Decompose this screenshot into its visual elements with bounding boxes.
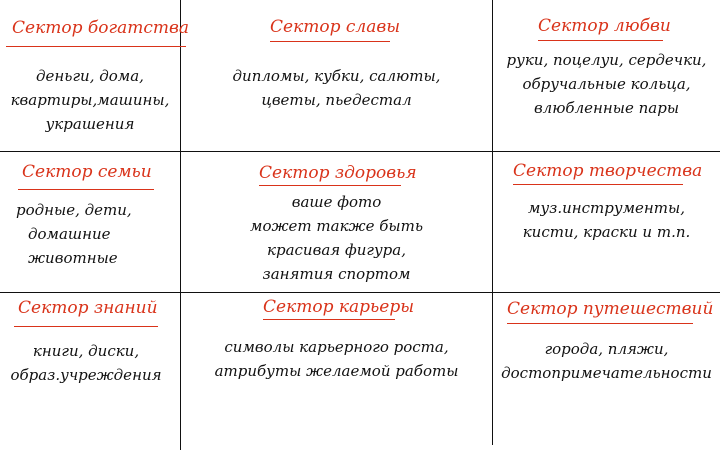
sector-title: Сектор карьеры [263, 297, 415, 317]
title-underline [270, 41, 390, 42]
description-line: деньги, дома, [36, 67, 144, 85]
title-underline [6, 46, 186, 47]
title-underline [18, 189, 154, 190]
sector-description [493, 196, 720, 244]
description-line: символы карьерного роста, [224, 338, 449, 356]
description-line: квартиры,машины, [10, 91, 170, 109]
description-line: муз.инструменты, [528, 199, 685, 217]
description-line: руки, поцелуи, сердечки, [506, 51, 707, 69]
title-underline [263, 319, 395, 320]
title-underline [513, 184, 683, 185]
sector-wealth [0, 0, 189, 151]
sector-title: Сектор семьи [22, 162, 152, 182]
sector-title: Сектор любви [538, 16, 671, 36]
sector-description [181, 190, 492, 286]
sector-travel [493, 293, 720, 450]
description-line: дипломы, кубки, салюты, [232, 67, 441, 85]
sector-creativity [493, 152, 720, 292]
sector-title: Сектор богатства [12, 18, 189, 38]
description-line: родные, дети, [16, 201, 132, 219]
description-line: обручальные кольца, [522, 75, 691, 93]
description-line: украшения [45, 115, 135, 133]
sector-fame [181, 0, 492, 151]
description-line: города, пляжи, [544, 340, 669, 358]
description-line: животные [28, 249, 118, 267]
sector-description [0, 339, 172, 387]
description-line: влюбленные пары [533, 99, 680, 117]
sector-description [181, 335, 492, 383]
sector-love [493, 0, 720, 151]
description-line: занятия спортом [262, 265, 411, 283]
description-line: кисти, краски и т.п. [522, 223, 691, 241]
description-line: книги, диски, [32, 342, 140, 360]
sector-career [181, 293, 492, 450]
description-line: достопримечательности [501, 364, 712, 382]
description-line: может также быть [250, 217, 423, 235]
title-underline [14, 326, 158, 327]
description-line: красивая фигура, [267, 241, 406, 259]
title-underline [538, 40, 663, 41]
sector-description [0, 64, 180, 136]
title-underline [507, 323, 693, 324]
sector-description [493, 337, 720, 385]
sector-health [181, 152, 492, 292]
sector-family [0, 152, 180, 292]
description-line: атрибуты желаемой работы [214, 362, 459, 380]
sector-title: Сектор знаний [18, 298, 158, 318]
sector-title: Сектор славы [270, 17, 401, 37]
title-underline [259, 185, 401, 186]
sector-description [493, 48, 720, 120]
sector-title: Сектор путешествий [507, 299, 714, 319]
sector-description [16, 198, 176, 270]
description-line: цветы, пьедестал [261, 91, 412, 109]
description-line: домашние [28, 225, 111, 243]
sector-description [181, 64, 492, 112]
description-line: образ.учреждения [10, 366, 162, 384]
description-line: ваше фото [291, 193, 382, 211]
sector-knowledge [0, 293, 180, 450]
sector-title: Сектор здоровья [259, 163, 417, 183]
sector-title: Сектор творчества [513, 161, 703, 181]
